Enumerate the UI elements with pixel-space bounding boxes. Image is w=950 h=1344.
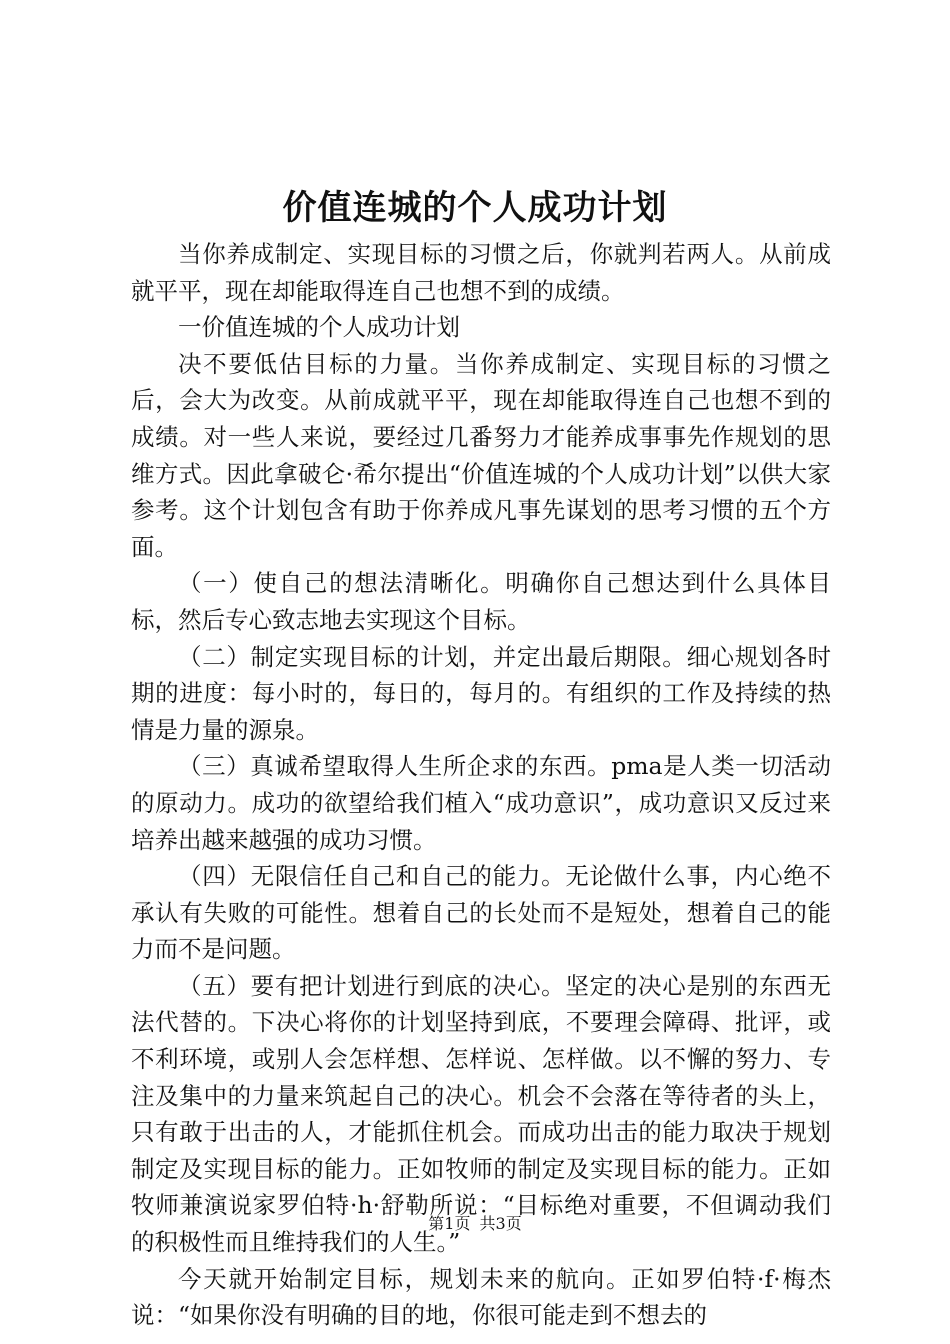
- paragraph-point-2: （二）制定实现目标的计划，并定出最后期限。细心规划各时期的进度：每小时的，每日的，每月的。有组织的工作及持续的热情是力量的源泉。: [131, 642, 831, 744]
- paragraph-main: 决不要低估目标的力量。当你养成制定、实现目标的习惯之后，会大为改变。从前成就平平，现在却能取得连自己也想不到的成绩。对一些人来说，要经过几番努力才能养成事事先作规划的思维方式。因此拿破仑·希尔提出“价值连城的个人成功计划”以供大家参考。这个计划包含有助于你养成凡事先谋划的思考习惯的五个方面。: [131, 349, 831, 561]
- paragraph-intro: 当你养成制定、实现目标的习惯之后，你就判若两人。从前成就平平，现在却能取得连自己也想不到的成绩。: [131, 240, 831, 305]
- paragraph-subtitle: 一价值连城的个人成功计划: [178, 313, 460, 342]
- paragraph-point-5: （五）要有把计划进行到底的决心。坚定的决心是别的东西无法代替的。下决心将你的计划坚持到底，不要理会障碍、批评，或不利环境，或别人会怎样想、怎样说、怎样做。以不懈的努力、专注及集中的力量来筑起自己的决心。机会不会落在等待者的头上，只有敢于出击的人，才能抓住机会。而成功出击的能力取决于规划制定及实现目标的能力。正如牧师的制定及实现目标的能力。正如牧师兼演说家罗伯特·h·舒勒所说：“目标绝对重要，不但调动我们的积极性而且维持我们的人生。”: [131, 971, 831, 1257]
- document-body: [131, 236, 831, 1334]
- paragraph-closing: 今天就开始制定目标，规划未来的航向。正如罗伯特·f·梅杰说：“如果你没有明确的目的地，你很可能走到不想去的: [131, 1264, 831, 1330]
- paragraph-point-1: （一）使自己的想法清晰化。明确你自己想达到什么具体目标，然后专心致志地去实现这个目标。: [131, 569, 831, 634]
- paragraph-point-4: （四）无限信任自己和自己的能力。无论做什么事，内心绝不承认有失败的可能性。想着自己的长处而不是短处，想着自己的能力而不是问题。: [131, 862, 831, 964]
- document-title: 价值连城的个人成功计划: [282, 188, 668, 228]
- page-footer: [0, 1212, 950, 1236]
- page-number: 第1页: [428, 1214, 471, 1233]
- paragraph-point-3: （三）真诚希望取得人生所企求的东西。pma是人类一切活动的原动力。成功的欲望给我们植入“成功意识”，成功意识又反过来培养出越来越强的成功习惯。: [131, 752, 831, 854]
- page-total: 共3页: [479, 1214, 522, 1233]
